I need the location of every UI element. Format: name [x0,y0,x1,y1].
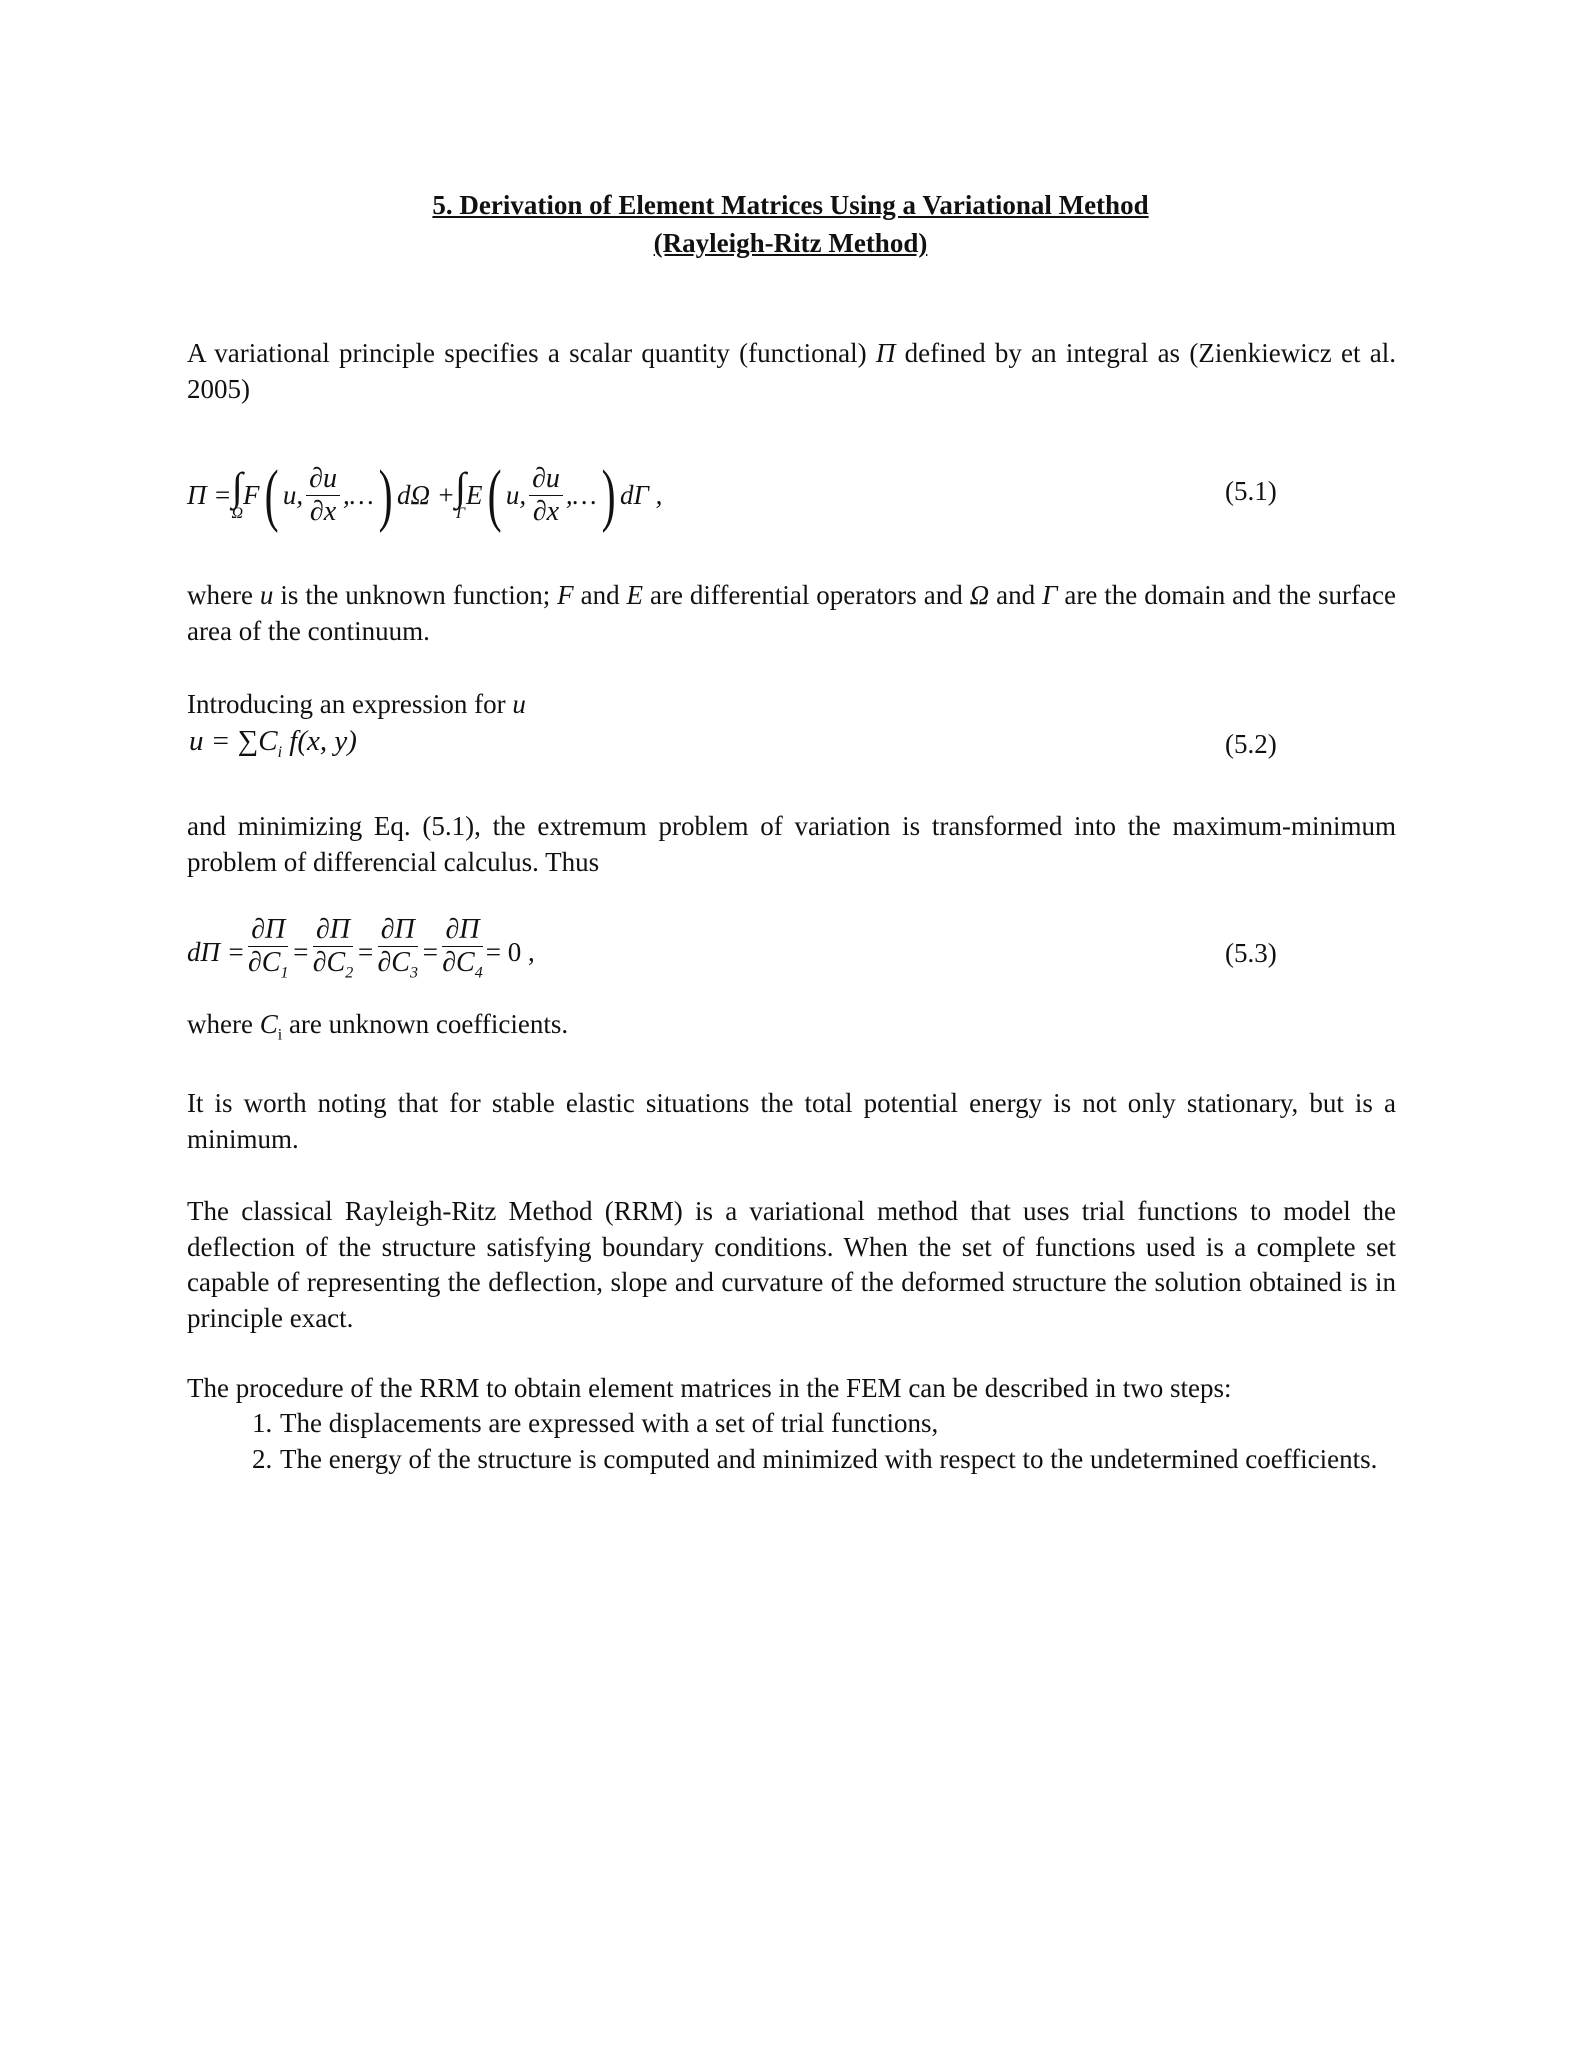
equation-number: (5.3) [1225,938,1277,968]
paragraph-procedure: The procedure of the RRM to obtain element matrices in the FEM can be described in two steps: [187,1373,1232,1403]
equation-number: (5.2) [1225,729,1277,759]
steps-list [187,1406,1396,1477]
paragraph-coefficients: where $C_i$ are unknown coefficients. [187,1009,569,1044]
equation-5-2: $u = \sum C_i$ f(x, y) [189,725,357,761]
list-item: 1. The displacements are expressed with a set of trial functions, [252,1408,939,1438]
section-title: 5. Derivation of Element Matrices Using a Variational Method [432,190,1149,220]
section-subtitle: (Rayleigh-Ritz Method) [653,228,928,258]
equation-5-3: dΠ = $\frac{\partial\Pi}{\partial C_1}$ = $\frac{\partial\Pi}{\partial C_2}$ = $\frac{\partial\Pi}{\partial C_3}$ = $\frac{\partial\Pi}{\partial C_4}$ = 0 , [187,914,535,982]
paragraph-introducing: Introducing an expression for u [187,689,526,719]
paragraph-functional: A variational principle specifies a scalar quantity (functional) Π defined by an integral as (Zienkiewicz et al. 2005) [187,338,1396,404]
paragraph-minimizing: and minimizing Eq. (5.1), the extremum problem of variation is transformed into the maximum-minimum problem of differencial calculus. Thus [187,811,1396,877]
paragraph-stationary: It is worth noting that for stable elastic situations the total potential energy is not only stationary, but is a minimum. [187,1088,1396,1154]
equation-5-1: Π = ∫ Ω F ( u, $\frac{\partial u}{\partial x}$ ,… ) dΩ + ∫ Γ E ( u, $\frac{\partial u}{\partial x}$ ,… ) dΓ , [187,456,663,534]
list-item: 2. The energy of the structure is computed and minimized with respect to the undetermined coefficients. [252,1443,1378,1474]
paragraph-definitions: where u is the unknown function; F and E are differential operators and Ω and Γ are the domain and the surface area of the continuum. [187,580,1396,646]
paragraph-rrm: The classical Rayleigh-Ritz Method (RRM) is a variational method that uses trial functions to model the deflection of the structure satisfying boundary conditions. When the set of functions used is a complete set capable of representing the deflection, slope and curvature of the deformed structure the solution obtained is in principle exact. [187,1196,1396,1333]
equation-number: (5.1) [1225,476,1277,506]
